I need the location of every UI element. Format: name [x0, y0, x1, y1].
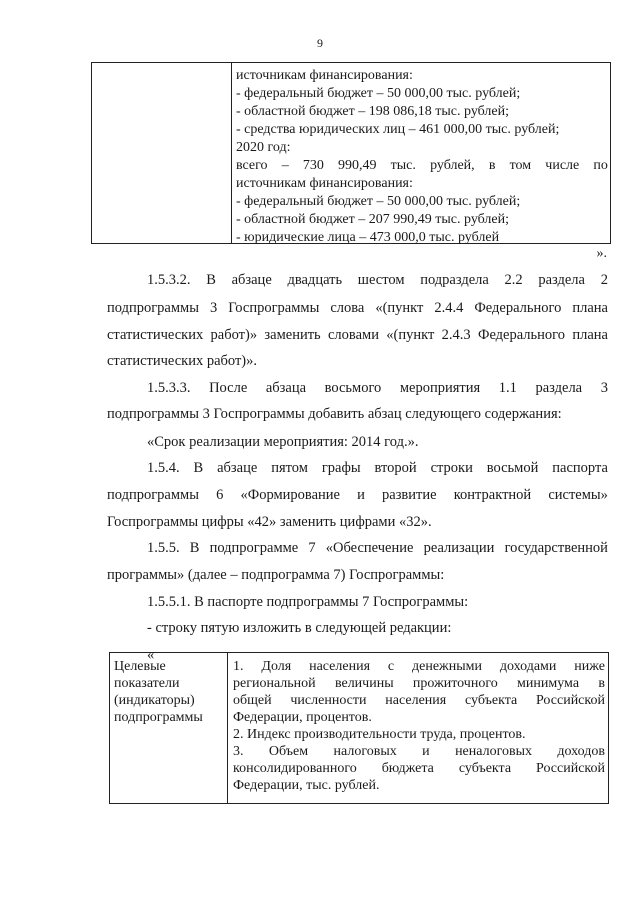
paragraph-line: Госпрограммы цифры «42» заменить цифрами «32».	[107, 514, 432, 530]
word: субъекта	[458, 761, 512, 776]
word: рублей,	[430, 158, 475, 173]
paragraph-line: - строку пятую изложить в следующей редакции:	[147, 620, 452, 636]
word: доходов	[557, 744, 605, 759]
paragraph-line: 1.5.5.1. В паспорте подпрограммы 7 Госпрограммы:	[147, 594, 469, 610]
value-line	[233, 743, 605, 760]
word: раздела	[535, 380, 583, 396]
word: 7	[308, 540, 316, 556]
table-line: - юридические лица – 473 000,0 тыс. рублей	[236, 230, 500, 245]
word: графы	[321, 460, 361, 476]
word: по	[593, 158, 608, 173]
word: пятом	[271, 460, 308, 476]
word: подраздела	[420, 272, 489, 288]
indicators-label-cell	[114, 658, 224, 726]
paragraph-line: программы» (далее – подпрограмма 7) Госпрограммы:	[107, 567, 445, 583]
word: подпрограмме	[209, 540, 299, 556]
word: строки	[430, 460, 473, 476]
word: и	[357, 487, 365, 503]
value-line: 2. Индекс производительности труда, процентов.	[233, 727, 526, 742]
word: населения	[309, 659, 371, 674]
word: тыс.	[390, 158, 416, 173]
word: прожиточного	[412, 676, 498, 691]
word: плана	[572, 327, 608, 343]
table-line: - федеральный бюджет – 50 000,00 тыс. рублей;	[236, 86, 521, 101]
word: численности	[290, 693, 367, 708]
word: населения	[385, 693, 447, 708]
word: контрактной	[453, 487, 532, 503]
word: общей	[233, 693, 272, 708]
paragraph-line	[107, 487, 608, 503]
word: 1.5.5.	[147, 540, 180, 556]
paragraph-line: подпрограммы 3 Госпрограммы добавить абзац следующего содержания:	[107, 406, 562, 422]
word: 3	[600, 380, 608, 396]
word: ниже	[574, 659, 605, 674]
label-line: показатели	[114, 676, 180, 691]
word: второй	[374, 460, 417, 476]
table-divider	[227, 653, 228, 803]
word: и	[422, 744, 430, 759]
word: региональной	[233, 676, 316, 691]
word: «(пункт	[375, 300, 424, 316]
word: консолидированного	[233, 761, 357, 776]
word: 990,49	[338, 158, 377, 173]
word: минимума	[517, 676, 580, 691]
word: абзаца	[265, 380, 307, 396]
table-line: - областной бюджет – 198 086,18 тыс. рублей;	[236, 104, 509, 119]
word: Федерального	[477, 327, 566, 343]
financing-cell	[236, 67, 608, 247]
word: Российской	[535, 693, 605, 708]
paragraph-line	[147, 460, 608, 476]
word: Объем	[268, 744, 309, 759]
paragraph-line: «Срок реализации мероприятия: 2014 год.».	[147, 434, 419, 450]
word: всего	[236, 158, 268, 173]
word: слова	[330, 300, 365, 316]
word: 3.	[233, 744, 244, 759]
word: субъекта	[465, 693, 518, 708]
value-line	[233, 675, 605, 692]
word: в	[488, 158, 496, 173]
word: том	[509, 158, 532, 173]
word: восьмого	[324, 380, 382, 396]
word: паспорта	[552, 460, 608, 476]
word: 6	[216, 487, 224, 503]
word: абзаце	[231, 272, 272, 288]
word: Федерального	[474, 300, 562, 316]
word: статистических	[107, 327, 204, 343]
word: развитие	[382, 487, 437, 503]
word: В	[189, 540, 200, 556]
label-line: подпрограммы	[114, 710, 203, 725]
opening-quote: «	[147, 647, 155, 663]
table-line: - областной бюджет – 207 990,49 тыс. рублей;	[236, 212, 509, 227]
paragraph-line	[147, 540, 608, 556]
word: 1.5.4.	[147, 460, 180, 476]
word: величины	[334, 676, 394, 691]
word: 3	[209, 300, 218, 316]
value-line	[233, 760, 605, 777]
table-line	[236, 157, 608, 175]
word: Российской	[536, 761, 605, 776]
value-line: Федерации, тыс. рублей.	[233, 778, 380, 793]
paragraph-line	[147, 380, 608, 396]
word: работ)»	[210, 327, 258, 343]
word: 2.4.3	[441, 327, 471, 343]
paragraph-line	[107, 300, 608, 316]
financing-table	[91, 62, 611, 244]
word: После	[209, 380, 248, 396]
word: словами	[328, 327, 379, 343]
label-line: Целевые	[114, 659, 166, 674]
paragraph-line	[147, 272, 608, 288]
word: двадцать	[287, 272, 343, 288]
value-line	[233, 658, 605, 675]
table-line: - федеральный бюджет – 50 000,00 тыс. рублей;	[236, 194, 521, 209]
word: «Обеспечение	[325, 540, 414, 556]
word: подпрограммы	[107, 487, 199, 503]
word: «Формирование	[240, 487, 340, 503]
table-divider	[231, 63, 232, 243]
word: мероприятия	[399, 380, 481, 396]
word: с	[387, 659, 395, 674]
label-line: (индикаторы)	[114, 693, 195, 708]
word: раздела	[538, 272, 585, 288]
indicators-value-cell	[233, 658, 605, 794]
word: доходами	[499, 659, 557, 674]
word: государственной	[504, 540, 608, 556]
word: плана	[572, 300, 608, 316]
indicators-table	[109, 652, 609, 804]
word: 1.	[233, 659, 244, 674]
word: неналоговых	[455, 744, 532, 759]
word: в	[598, 676, 605, 691]
word: В	[193, 460, 204, 476]
word: Доля	[261, 659, 292, 674]
word: восьмой	[486, 460, 539, 476]
value-line	[233, 692, 605, 709]
page-number: 9	[317, 36, 323, 50]
word: числе	[545, 158, 580, 173]
table-line: - средства юридических лиц – 461 000,00 тыс. рублей;	[236, 122, 560, 137]
paragraph-line	[107, 327, 608, 343]
value-line: Федерации, процентов.	[233, 710, 372, 725]
paragraph-line: статистических работ)».	[107, 353, 258, 369]
word: 2.2	[504, 272, 523, 288]
word: –	[281, 158, 289, 173]
word: В	[206, 272, 216, 288]
word: реализации	[423, 540, 495, 556]
word: заменить	[264, 327, 321, 343]
table-line: источникам финансирования:	[236, 68, 413, 83]
word: «(пункт	[386, 327, 435, 343]
word: системы»	[548, 487, 608, 503]
word: 1.5.3.2.	[147, 272, 191, 288]
word: 730	[302, 158, 324, 173]
word: 1.5.3.3.	[147, 380, 191, 396]
word: 2	[600, 272, 608, 288]
word: 2.4.4	[434, 300, 464, 316]
word: бюджета	[381, 761, 434, 776]
word: абзаце	[217, 460, 258, 476]
table-line: 2020 год:	[236, 140, 291, 155]
word: налоговых	[333, 744, 397, 759]
closing-quote: ».	[596, 246, 607, 261]
word: 1.1	[498, 380, 517, 396]
word: шестом	[357, 272, 405, 288]
word: подпрограммы	[107, 300, 199, 316]
table-line: источникам финансирования:	[236, 176, 413, 191]
word: денежными	[412, 659, 482, 674]
word: Госпрограммы	[228, 300, 320, 316]
